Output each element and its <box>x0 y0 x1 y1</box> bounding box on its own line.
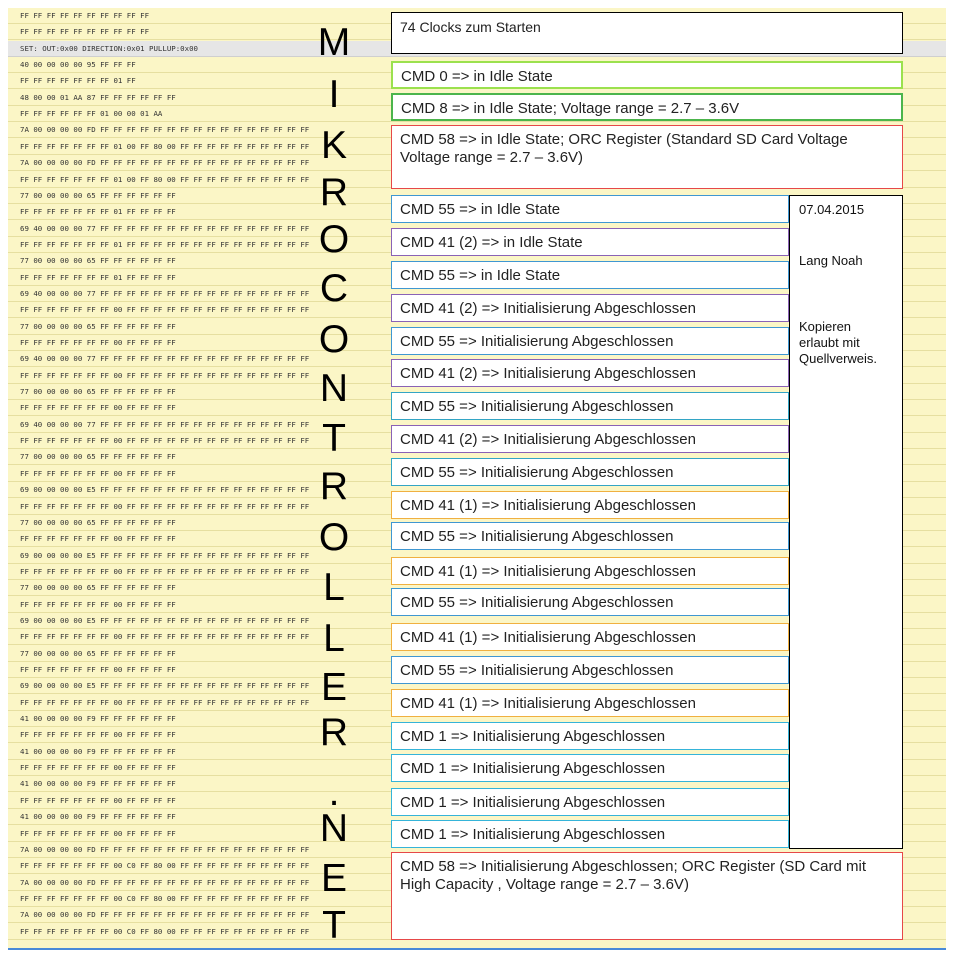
annotation-box: CMD 41 (1) => Initialisierung Abgeschlossen <box>391 491 789 519</box>
hex-line: 41 00 00 00 00 F9 FF FF FF FF FF FF <box>8 809 946 825</box>
hex-line: FF FF FF FF FF FF FF 00 FF FF FF FF FF FF FF FF FF FF FF FF FF FF <box>8 499 946 515</box>
annotation-box: 74 Clocks zum Starten <box>391 12 903 54</box>
hex-line: FF FF FF FF FF FF FF 01 00 FF 80 00 FF FF FF FF FF FF FF FF FF FF <box>8 172 946 188</box>
hex-line: FF FF FF FF FF FF FF 00 C0 FF 80 00 FF FF FF FF FF FF FF FF FF FF <box>8 858 946 874</box>
hex-line: FF FF FF FF FF FF FF 00 FF FF FF FF <box>8 826 946 842</box>
annotation-box: CMD 41 (1) => Initialisierung Abgeschlossen <box>391 689 789 717</box>
hex-line: 69 00 00 00 00 E5 FF FF FF FF FF FF FF FF FF FF FF FF FF FF FF FF <box>8 548 946 564</box>
hex-line: 7A 00 00 00 00 FD FF FF FF FF FF FF FF FF FF FF FF FF FF FF FF FF <box>8 907 946 923</box>
annotation-box: CMD 55 => in Idle State <box>391 261 789 289</box>
hex-line: FF FF FF FF FF FF FF 00 FF FF FF FF <box>8 335 946 351</box>
hex-line: FF FF FF FF FF FF FF 00 FF FF FF FF <box>8 400 946 416</box>
annotation-box: CMD 55 => Initialisierung Abgeschlossen <box>391 656 789 684</box>
annotation-box: CMD 41 (2) => Initialisierung Abgeschlossen <box>391 359 789 387</box>
title-letter: O <box>318 318 350 361</box>
hex-line: 69 00 00 00 00 E5 FF FF FF FF FF FF FF FF FF FF FF FF FF FF FF FF <box>8 482 946 498</box>
annotation-box: CMD 55 => in Idle State <box>391 195 789 223</box>
hex-line: 77 00 00 00 00 65 FF FF FF FF FF FF <box>8 646 946 662</box>
hex-line: FF FF FF FF FF FF FF FF FF FF <box>8 8 946 24</box>
hex-line: FF FF FF FF FF FF FF 00 FF FF FF FF FF FF FF FF FF FF FF FF FF FF <box>8 433 946 449</box>
annotation-box: CMD 55 => Initialisierung Abgeschlossen <box>391 327 789 355</box>
title-letter: T <box>322 904 346 947</box>
hex-line: FF FF FF FF FF FF FF 01 FF <box>8 73 946 89</box>
annotation-box: CMD 55 => Initialisierung Abgeschlossen <box>391 588 789 616</box>
hex-line: 7A 00 00 00 00 FD FF FF FF FF FF FF FF FF FF FF FF FF FF FF FF FF <box>8 122 946 138</box>
annotation-box: CMD 41 (2) => Initialisierung Abgeschlossen <box>391 425 789 453</box>
hex-line: FF FF FF FF FF FF 01 00 00 01 AA <box>8 106 946 122</box>
title-letter: L <box>323 566 345 609</box>
hex-line: 69 40 00 00 00 77 FF FF FF FF FF FF FF FF FF FF FF FF FF FF FF FF <box>8 221 946 237</box>
hex-line: FF FF FF FF FF FF FF 00 FF FF FF FF FF FF FF FF FF FF FF FF FF FF <box>8 564 946 580</box>
annotation-box: CMD 0 => in Idle State <box>391 61 903 89</box>
hex-line: FF FF FF FF FF FF FF 00 FF FF FF FF FF FF FF FF FF FF FF FF FF FF <box>8 368 946 384</box>
hex-line: FF FF FF FF FF FF FF 01 00 FF 80 00 FF FF FF FF FF FF FF FF FF FF <box>8 139 946 155</box>
hex-line: 41 00 00 00 00 F9 FF FF FF FF FF FF <box>8 776 946 792</box>
title-letter: R <box>319 171 349 214</box>
annotation-box: CMD 1 => Initialisierung Abgeschlossen <box>391 788 789 816</box>
annotation-box: CMD 41 (1) => Initialisierung Abgeschlossen <box>391 623 789 651</box>
annotation-box: CMD 1 => Initialisierung Abgeschlossen <box>391 754 789 782</box>
hex-line: FF FF FF FF FF FF FF 01 FF FF FF FF <box>8 270 946 286</box>
hex-line: 7A 00 00 00 00 FD FF FF FF FF FF FF FF FF FF FF FF FF FF FF FF FF <box>8 155 946 171</box>
hex-line: FF FF FF FF FF FF FF 00 FF FF FF FF <box>8 662 946 678</box>
hex-line: 77 00 00 00 00 65 FF FF FF FF FF FF <box>8 319 946 335</box>
title-letter: N <box>319 807 349 850</box>
annotation-box: CMD 55 => Initialisierung Abgeschlossen <box>391 522 789 550</box>
hex-line: 40 00 00 00 00 95 FF FF FF <box>8 57 946 73</box>
title-letter: I <box>328 73 340 116</box>
annotation-box: CMD 1 => Initialisierung Abgeschlossen <box>391 722 789 750</box>
annotation-box: CMD 41 (1) => Initialisierung Abgeschlossen <box>391 557 789 585</box>
hex-line: FF FF FF FF FF FF FF 01 FF FF FF FF FF FF FF FF FF FF FF FF FF FF <box>8 237 946 253</box>
title-letter: T <box>322 417 346 460</box>
hex-line: 77 00 00 00 00 65 FF FF FF FF FF FF <box>8 515 946 531</box>
hex-line: 77 00 00 00 00 65 FF FF FF FF FF FF <box>8 449 946 465</box>
hex-line: 7A 00 00 00 00 FD FF FF FF FF FF FF FF FF FF FF FF FF FF FF FF FF <box>8 875 946 891</box>
hex-line: 69 40 00 00 00 77 FF FF FF FF FF FF FF FF FF FF FF FF FF FF FF FF <box>8 286 946 302</box>
title-letter: K <box>320 124 347 167</box>
hex-line: FF FF FF FF FF FF FF 00 FF FF FF FF FF FF FF FF FF FF FF FF FF FF <box>8 629 946 645</box>
hex-line: FF FF FF FF FF FF FF 00 FF FF FF FF FF FF FF FF FF FF FF FF FF FF <box>8 695 946 711</box>
hex-line: 48 00 00 01 AA 87 FF FF FF FF FF FF <box>8 90 946 106</box>
hex-line: 41 00 00 00 00 F9 FF FF FF FF FF FF <box>8 744 946 760</box>
title-letter: E <box>320 666 347 709</box>
hex-line: FF FF FF FF FF FF FF 00 FF FF FF FF <box>8 597 946 613</box>
title-letter: R <box>319 711 349 754</box>
annotation-box: CMD 8 => in Idle State; Voltage range = 2.7 – 3.6V <box>391 93 903 121</box>
hex-line: 69 40 00 00 00 77 FF FF FF FF FF FF FF FF FF FF FF FF FF FF FF FF <box>8 417 946 433</box>
hex-line: 77 00 00 00 00 65 FF FF FF FF FF FF <box>8 253 946 269</box>
title-letter: O <box>318 516 350 559</box>
title-letter: M <box>317 21 351 64</box>
hex-line: 7A 00 00 00 00 FD FF FF FF FF FF FF FF FF FF FF FF FF FF FF FF FF <box>8 842 946 858</box>
hex-line: FF FF FF FF FF FF FF 00 FF FF FF FF <box>8 531 946 547</box>
author-note <box>789 195 903 849</box>
note-date: 07.04.2015 <box>799 202 865 217</box>
annotation-box: CMD 55 => Initialisierung Abgeschlossen <box>391 392 789 420</box>
hex-line: FF FF FF FF FF FF FF 00 FF FF FF FF FF FF FF FF FF FF FF FF FF FF <box>8 302 946 318</box>
hex-line: 69 00 00 00 00 E5 FF FF FF FF FF FF FF FF FF FF FF FF FF FF FF FF <box>8 678 946 694</box>
hex-line: 77 00 00 00 00 65 FF FF FF FF FF FF <box>8 384 946 400</box>
title-letter: N <box>319 367 349 410</box>
title-letter: O <box>318 218 350 261</box>
hex-line: FF FF FF FF FF FF FF 00 C0 FF 80 00 FF FF FF FF FF FF FF FF FF FF <box>8 924 946 940</box>
hex-line: FF FF FF FF FF FF FF 01 FF FF FF FF <box>8 204 946 220</box>
annotation-box: CMD 55 => Initialisierung Abgeschlossen <box>391 458 789 486</box>
hex-line: 69 40 00 00 00 77 FF FF FF FF FF FF FF FF FF FF FF FF FF FF FF FF <box>8 351 946 367</box>
hex-line: FF FF FF FF FF FF FF 00 FF FF FF FF <box>8 727 946 743</box>
title-letter: E <box>320 857 347 900</box>
annotation-box: CMD 41 (2) => in Idle State <box>391 228 789 256</box>
annotation-box: CMD 58 => Initialisierung Abgeschlossen; ORC Register (SD Card mit High Capacity , Voltage range = 2.7 – 3.6V) <box>391 852 903 940</box>
title-letter: R <box>319 465 349 508</box>
annotation-box: CMD 58 => in Idle State; ORC Register (Standard SD Card Voltage Voltage range = 2.7 – 3.6V) <box>391 125 903 189</box>
annotation-box: CMD 41 (2) => Initialisierung Abgeschlossen <box>391 294 789 322</box>
hex-line: 41 00 00 00 00 F9 FF FF FF FF FF FF <box>8 711 946 727</box>
note-license: Kopieren erlaubt mit Quellverweis. <box>799 319 878 366</box>
title-letter: . <box>328 771 340 814</box>
annotation-box: CMD 1 => Initialisierung Abgeschlossen <box>391 820 789 848</box>
hex-line: FF FF FF FF FF FF FF FF FF FF <box>8 24 946 40</box>
note-author: Lang Noah <box>799 253 863 268</box>
title-letter: L <box>323 617 345 660</box>
hex-line: FF FF FF FF FF FF FF 00 FF FF FF FF <box>8 793 946 809</box>
hex-line: 77 00 00 00 00 65 FF FF FF FF FF FF <box>8 580 946 596</box>
hex-line: FF FF FF FF FF FF FF 00 C0 FF 80 00 FF FF FF FF FF FF FF FF FF FF <box>8 891 946 907</box>
hex-line: FF FF FF FF FF FF FF 00 FF FF FF FF <box>8 466 946 482</box>
hex-set-line: SET: OUT:0x00 DIRECTION:0x01 PULLUP:0x00 <box>8 41 946 57</box>
hex-line: 69 00 00 00 00 E5 FF FF FF FF FF FF FF FF FF FF FF FF FF FF FF FF <box>8 613 946 629</box>
hex-line: 77 00 00 00 00 65 FF FF FF FF FF FF <box>8 188 946 204</box>
hex-line: FF FF FF FF FF FF FF 00 FF FF FF FF <box>8 760 946 776</box>
title-letter: C <box>319 267 349 310</box>
